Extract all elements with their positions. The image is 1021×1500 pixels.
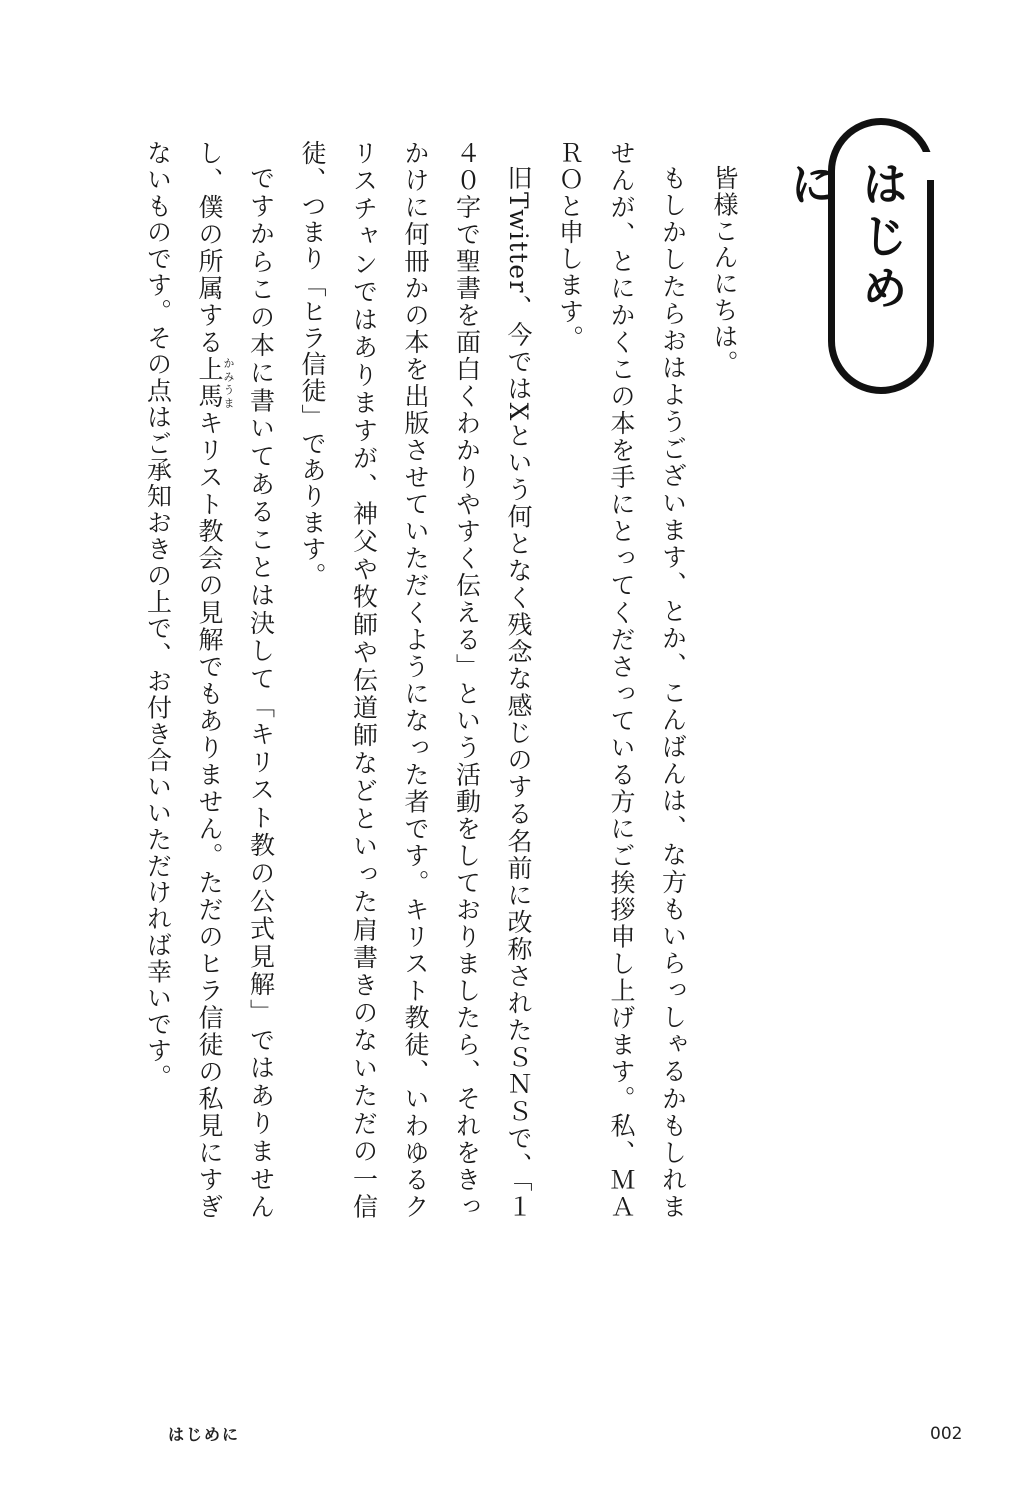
heading-frame-gap	[918, 152, 942, 180]
church-name-ruby	[195, 356, 235, 411]
body-text	[143, 140, 750, 1220]
paragraph-greeting: 皆様こんにちは。	[710, 165, 739, 377]
disclaimer-text-after: キリスト教会の見解でもありません。ただのヒラ信徒の私見にすぎないものです。その点はご承知おきの上で、お付き合いいただければ幸いです。	[143, 140, 224, 1220]
ruby-base: 上馬	[195, 356, 224, 411]
disclaimer-text-before: ですからこの本に書いてあることは決して「キリスト教の公式見解」ではありませんし、僕の所属する	[195, 140, 276, 1220]
ruby-reading: かみうま	[222, 356, 235, 410]
page-number: 002	[930, 1424, 963, 1444]
chapter-heading: はじめに	[783, 160, 909, 316]
paragraph-disclaimer	[132, 140, 287, 1220]
paragraph-background: 旧Twitter、今ではXという何となく残念な感じのする名前に改称されたＳＮＳで、「１４０字で聖書を面白くわかりやすく伝える」という活動をしておりましたら、それをきっかけに何冊かの本を出版させていただくようになった者です。キリスト教徒、いわゆるクリスチャンではありますが、神父や牧師や伝道師などといった肩書きのないただの一信徒、つまり「ヒラ信徒」であります。	[298, 140, 533, 1220]
paragraph-introduction: もしかしたらおはようございます、とか、こんばんは、な方もいらっしゃるかもしれませんが、とにかくこの本を手にとってくださっている方にご挨拶申し上げます。私、ＭＡＲＯと申します。	[555, 140, 688, 1220]
footer-chapter-title: はじめに	[168, 1425, 241, 1444]
